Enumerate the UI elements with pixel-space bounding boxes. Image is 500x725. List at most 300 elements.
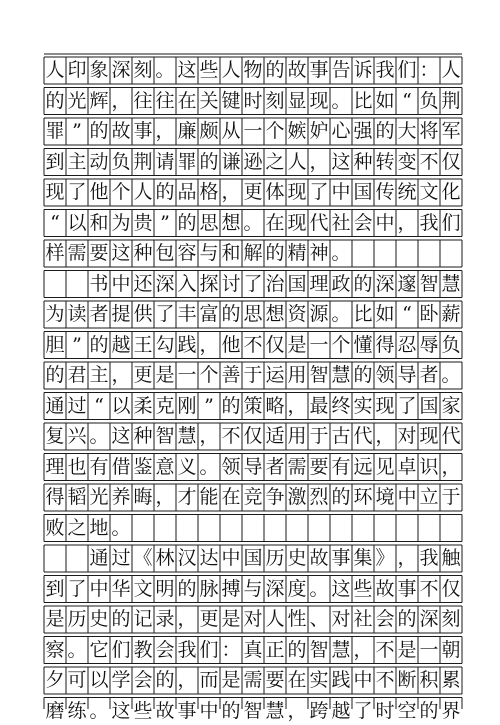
- grid-char: 它: [89, 638, 109, 661]
- grid-char: 个: [111, 181, 131, 203]
- grid-char: 样: [45, 242, 65, 264]
- grid-char: 的: [265, 242, 285, 264]
- grid-char: 个: [265, 120, 285, 142]
- grid-char: ，: [441, 455, 461, 478]
- grid-row: [44, 698, 462, 725]
- grid-char: 略: [265, 394, 285, 417]
- grid-char: 。: [331, 89, 351, 112]
- grid-char: 中: [397, 486, 417, 508]
- grid-char: 理: [45, 455, 65, 478]
- grid-char: 家: [441, 394, 461, 417]
- grid-char: 富: [199, 303, 219, 325]
- grid-char: 些: [199, 59, 219, 81]
- grid-char: 智: [309, 638, 329, 661]
- grid-char: 国: [419, 394, 439, 417]
- grid-row: [44, 88, 462, 115]
- grid-char: 品: [177, 181, 197, 203]
- grid-char: 记: [133, 608, 153, 630]
- grid-char: ：: [419, 59, 439, 81]
- grid-char: 的: [419, 699, 439, 722]
- grid-char: 实: [353, 394, 373, 417]
- grid-char: 了: [67, 181, 87, 203]
- grid-char: 领: [375, 364, 395, 386]
- grid-char: 于: [441, 486, 461, 508]
- grid-char: 个: [199, 364, 219, 386]
- grid-char: ，: [397, 211, 417, 234]
- grid-char: 在: [177, 89, 197, 112]
- grid-char: 光: [89, 486, 109, 508]
- grid-char: 人: [441, 59, 461, 81]
- grid-char: 意: [155, 455, 175, 478]
- grid-char: 贵: [133, 211, 153, 234]
- grid-char: 的: [265, 59, 285, 81]
- grid-char: 物: [243, 59, 263, 81]
- grid-char: 刻: [133, 59, 153, 81]
- grid-char: 理: [309, 272, 329, 295]
- grid-char: 激: [287, 486, 307, 508]
- grid-char: 主: [67, 150, 87, 173]
- grid-char: 有: [89, 455, 109, 478]
- grid-row: [44, 576, 462, 603]
- grid-char: 夕: [45, 669, 65, 691]
- grid-char: 一: [243, 120, 263, 142]
- grid-char: 读: [67, 303, 87, 325]
- grid-char: 教: [133, 638, 153, 661]
- grid-char: 适: [265, 425, 285, 447]
- grid-char: 大: [397, 120, 417, 142]
- grid-char: 策: [243, 394, 263, 417]
- grid-char: 了: [67, 577, 87, 600]
- grid-char: 领: [221, 455, 241, 478]
- grid-char: [44, 271, 66, 298]
- grid-char: 丰: [177, 303, 197, 325]
- grid-char: 对: [331, 608, 351, 630]
- grid-char: 时: [375, 699, 395, 722]
- grid-char: 的: [89, 120, 109, 142]
- grid-row: [44, 362, 462, 389]
- grid-char: 他: [221, 333, 241, 356]
- grid-char: 将: [419, 120, 439, 142]
- grid-char: 体: [265, 181, 285, 203]
- grid-char: 地: [89, 516, 109, 539]
- grid-char: 故: [155, 699, 175, 722]
- grid-char: 借: [111, 455, 131, 478]
- grid-char: 于: [309, 425, 329, 447]
- grid-char: 智: [243, 699, 263, 722]
- grid-char: 需: [67, 242, 87, 264]
- grid-char: ，: [353, 638, 373, 661]
- grid-row: [44, 454, 462, 481]
- grid-char: 懂: [353, 333, 373, 356]
- grid-char: 中: [89, 577, 109, 600]
- grid-char: 了: [353, 699, 373, 722]
- grid-char: 故: [287, 59, 307, 81]
- grid-char: 容: [177, 242, 197, 264]
- grid-row: [44, 667, 462, 694]
- grid-char: 历: [67, 608, 87, 630]
- grid-char: 供: [133, 303, 153, 325]
- grid-char: 用: [287, 425, 307, 447]
- grid-char: 的: [155, 669, 175, 691]
- grid-char: 时: [243, 89, 263, 112]
- grid-char: ，: [287, 699, 307, 722]
- grid-char: 事: [177, 699, 197, 722]
- grid-char: 中: [221, 547, 241, 569]
- grid-char: 文: [133, 577, 153, 600]
- grid-char: ”: [204, 394, 214, 417]
- grid-char: 为: [111, 211, 131, 234]
- grid-char: 是: [287, 333, 307, 356]
- grid-char: 精: [287, 242, 307, 264]
- grid-char: 事: [133, 120, 153, 142]
- grid-char: 负: [419, 89, 439, 112]
- grid-char: 中: [331, 181, 351, 203]
- grid-char: 。: [67, 638, 87, 661]
- grid-char: [66, 545, 88, 572]
- grid-char: 往: [133, 89, 153, 112]
- grid-char: 对: [243, 608, 263, 630]
- grid-char: 故: [375, 577, 395, 600]
- grid-char: 了: [309, 181, 329, 203]
- grid-char: 会: [155, 638, 175, 661]
- grid-char: “: [50, 211, 60, 234]
- grid-row: [44, 637, 462, 664]
- grid-char: 中: [375, 211, 395, 234]
- grid-char: 察: [45, 638, 65, 661]
- grid-char: 古: [331, 425, 351, 447]
- grid-char: 越: [331, 699, 351, 722]
- grid-char: 对: [397, 425, 417, 447]
- grid-char: 主: [89, 364, 109, 386]
- grid-char: 现: [45, 181, 65, 203]
- grid-char: 勾: [155, 333, 175, 356]
- grid-char: 格: [199, 181, 219, 203]
- grid-char: 不: [419, 577, 439, 600]
- grid-char: 负: [441, 333, 461, 356]
- grid-char: 。: [331, 242, 351, 264]
- grid-char: 光: [67, 89, 87, 112]
- grid-char: 们: [111, 638, 131, 661]
- grid-char: 谦: [221, 150, 241, 173]
- grid-char: 兴: [67, 425, 87, 447]
- grid-char: 思: [199, 211, 219, 234]
- grid-char: ，: [221, 181, 241, 203]
- grid-char: 人: [287, 150, 307, 173]
- grid-row: [44, 301, 462, 328]
- grid-char: 断: [397, 669, 417, 691]
- grid-char: 告: [331, 59, 351, 81]
- grid-char: 深: [419, 608, 439, 630]
- grid-char: 和: [89, 211, 109, 234]
- grid-char: ”: [160, 211, 170, 234]
- grid-char: 朝: [441, 638, 461, 661]
- grid-char: 才: [177, 486, 197, 508]
- grid-char: 文: [419, 181, 439, 203]
- grid-char: 与: [199, 242, 219, 264]
- grid-char: 人: [265, 608, 285, 630]
- grid-char: 国: [353, 181, 373, 203]
- grid-char: 廉: [177, 120, 197, 142]
- grid-char: 仅: [441, 577, 461, 600]
- grid-char: 卧: [419, 303, 439, 325]
- grid-char: 种: [133, 242, 153, 264]
- grid-char: 是: [221, 669, 241, 691]
- grid-char: 想: [221, 211, 241, 234]
- grid-char: 不: [243, 333, 263, 356]
- grid-char: 得: [45, 486, 65, 508]
- grid-char: 一: [419, 638, 439, 661]
- grid-char: 了: [155, 303, 175, 325]
- grid-char: 也: [67, 455, 87, 478]
- grid-char: 不: [375, 638, 395, 661]
- grid-char: 社: [353, 608, 373, 630]
- grid-char: 养: [111, 486, 131, 508]
- grid-char: 转: [375, 150, 395, 173]
- grid-char: 荆: [133, 150, 153, 173]
- grid-char: 历: [265, 547, 285, 569]
- grid-char: 导: [243, 455, 263, 478]
- grid-char: 是: [221, 608, 241, 630]
- grid-char: 者: [89, 303, 109, 325]
- grid-char: 卓: [397, 455, 417, 478]
- grid-row: [44, 423, 462, 450]
- grid-char: 要: [89, 242, 109, 264]
- grid-char: 辉: [89, 89, 109, 112]
- grid-char: 负: [111, 150, 131, 173]
- grid-row: [44, 515, 462, 542]
- grid-char: 源: [309, 303, 329, 325]
- grid-char: 如: [375, 303, 395, 325]
- grid-row: [44, 332, 462, 359]
- grid-char: 薪: [441, 303, 461, 325]
- grid-char: 会: [353, 211, 373, 234]
- grid-char: 人: [133, 181, 153, 203]
- grid-char: 的: [397, 608, 417, 630]
- grid-char: 脉: [199, 577, 219, 600]
- grid-char: 资: [287, 303, 307, 325]
- grid-char: 邃: [397, 272, 417, 295]
- grid-char: 国: [243, 547, 263, 569]
- grid-char: 复: [45, 425, 65, 447]
- grid-char: 动: [89, 150, 109, 173]
- grid-char: 明: [155, 577, 175, 600]
- grid-char: 《: [133, 547, 153, 569]
- grid-char: 神: [309, 242, 329, 264]
- grid-char: 过: [111, 547, 131, 569]
- grid-char: 关: [199, 89, 219, 112]
- grid-char: 导: [397, 364, 417, 386]
- grid-char: ”: [72, 333, 82, 356]
- grid-char: 搏: [221, 577, 241, 600]
- grid-char: “: [402, 89, 412, 112]
- grid-char: 史: [287, 547, 307, 569]
- grid-char: 鉴: [133, 455, 153, 478]
- grid-char: 慧: [331, 638, 351, 661]
- grid-row: [44, 271, 462, 298]
- grid-char: 包: [155, 242, 175, 264]
- grid-char: 会: [133, 669, 153, 691]
- grid-char: 终: [331, 394, 351, 417]
- grid-char: 中: [353, 669, 373, 691]
- grid-char: ，: [155, 486, 175, 508]
- grid-char: 的: [221, 303, 241, 325]
- grid-char: 华: [111, 577, 131, 600]
- grid-char: 践: [177, 333, 197, 356]
- grid-char: 慧: [177, 425, 197, 447]
- grid-row: [44, 118, 462, 145]
- grid-char: 们: [397, 59, 417, 81]
- grid-char: 韬: [67, 486, 87, 508]
- grid-char: 了: [243, 272, 263, 295]
- grid-char: 解: [243, 242, 263, 264]
- grid-char: 统: [397, 181, 417, 203]
- grid-row: [44, 57, 462, 84]
- grid-char: 人: [45, 59, 65, 81]
- grid-char: 真: [243, 638, 263, 661]
- grid-char: 的: [177, 577, 197, 600]
- grid-char: 刻: [441, 608, 461, 630]
- grid-char: ，: [287, 394, 307, 417]
- grid-char: 们: [441, 211, 461, 234]
- grid-char: 慧: [331, 364, 351, 386]
- grid-char: 我: [375, 59, 395, 81]
- grid-char: 。: [441, 364, 461, 386]
- grid-char: 需: [243, 669, 263, 691]
- grid-char: 者: [265, 455, 285, 478]
- grid-char: 践: [331, 669, 351, 691]
- grid-char: 事: [309, 59, 329, 81]
- grid-char: 要: [265, 669, 285, 691]
- grid-char: 故: [309, 547, 329, 569]
- grid-char: 见: [375, 455, 395, 478]
- grid-char: 讨: [221, 272, 241, 295]
- grid-char: 境: [375, 486, 395, 508]
- grid-char: 这: [111, 699, 131, 722]
- grid-char: ，: [177, 608, 197, 630]
- grid-char: 善: [221, 364, 241, 386]
- grid-row: [44, 210, 462, 237]
- grid-char: 。: [89, 699, 109, 722]
- grid-char: 之: [67, 516, 87, 539]
- grid-char: 的: [199, 150, 219, 173]
- grid-char: ，: [309, 150, 329, 173]
- grid-char: 往: [155, 89, 175, 112]
- grid-row: [44, 149, 462, 176]
- grid-char: 的: [221, 394, 241, 417]
- grid-char: 林: [155, 547, 175, 569]
- grid-char: 诉: [353, 59, 373, 81]
- grid-char: 辱: [419, 333, 439, 356]
- grid-char: 与: [243, 577, 263, 600]
- grid-char: 在: [265, 211, 285, 234]
- grid-char: ：: [221, 638, 241, 661]
- grid-char: 积: [419, 669, 439, 691]
- grid-char: 于: [243, 364, 263, 386]
- grid-char: 王: [133, 333, 153, 356]
- grid-char: 事: [331, 547, 351, 569]
- grid-char: 是: [397, 638, 417, 661]
- grid-char: 更: [199, 608, 219, 630]
- grid-char: 之: [265, 150, 285, 173]
- grid-char: 为: [45, 303, 65, 325]
- grid-char: ，: [199, 425, 219, 447]
- grid-char: 嫉: [287, 120, 307, 142]
- grid-char: 提: [111, 303, 131, 325]
- grid-char: 心: [331, 120, 351, 142]
- grid-char: 有: [331, 455, 351, 478]
- grid-char: 磨: [45, 699, 65, 722]
- grid-char: 败: [45, 516, 65, 539]
- grid-char: 。: [309, 577, 329, 600]
- grid-char: 。: [331, 303, 351, 325]
- grid-row: [44, 240, 462, 267]
- grid-char: 键: [221, 89, 241, 112]
- grid-char: 如: [375, 89, 395, 112]
- grid-char: 仅: [441, 150, 461, 173]
- grid-char: 和: [221, 242, 241, 264]
- grid-char: 的: [155, 181, 175, 203]
- grid-char: 通: [45, 394, 65, 417]
- grid-char: 智: [155, 425, 175, 447]
- grid-char: 军: [441, 120, 461, 142]
- grid-char: 一: [309, 333, 329, 356]
- grid-char: 们: [199, 638, 219, 661]
- grid-char: 荆: [441, 89, 461, 112]
- grid-char: 立: [419, 486, 439, 508]
- grid-char: 这: [111, 425, 131, 447]
- grid-char: 学: [111, 669, 131, 691]
- grid-char: 的: [353, 364, 373, 386]
- grid-char: ，: [177, 669, 197, 691]
- grid-row: [44, 606, 462, 633]
- grid-char: 识: [419, 455, 439, 478]
- grid-char: 累: [441, 669, 461, 691]
- grid-char: 的: [353, 272, 373, 295]
- grid-char: 慧: [441, 272, 461, 295]
- grid-char: 。: [199, 455, 219, 478]
- grid-char: 。: [243, 211, 263, 234]
- grid-char: 君: [67, 364, 87, 386]
- grid-char: 的: [111, 608, 131, 630]
- grid-char: 到: [45, 577, 65, 600]
- grid-char: 入: [177, 272, 197, 295]
- grid-char: 的: [177, 211, 197, 234]
- grid-char: 代: [353, 425, 373, 447]
- grid-char: 克: [155, 394, 175, 417]
- grid-char: 不: [221, 425, 241, 447]
- grid-char: 竞: [243, 486, 263, 508]
- grid-char: 这: [111, 242, 131, 264]
- grid-char: 史: [89, 608, 109, 630]
- grid-char: 》: [375, 547, 395, 569]
- grid-char: [44, 545, 66, 572]
- grid-char: 烈: [309, 486, 329, 508]
- grid-char: 的: [45, 89, 65, 112]
- grid-char: ，: [111, 89, 131, 112]
- grid-char: 治: [265, 272, 285, 295]
- grid-char: 强: [353, 120, 373, 142]
- grid-char: 。: [89, 425, 109, 447]
- grid-char: 会: [375, 608, 395, 630]
- grid-char: 想: [265, 303, 285, 325]
- grid-char: 更: [133, 364, 153, 386]
- grid-char: 汉: [177, 547, 197, 569]
- grid-char: 实: [309, 669, 329, 691]
- grid-char: 深: [155, 272, 175, 295]
- grid-char: 者: [419, 364, 439, 386]
- grid-char: 传: [375, 181, 395, 203]
- grid-char: 罪: [45, 120, 65, 142]
